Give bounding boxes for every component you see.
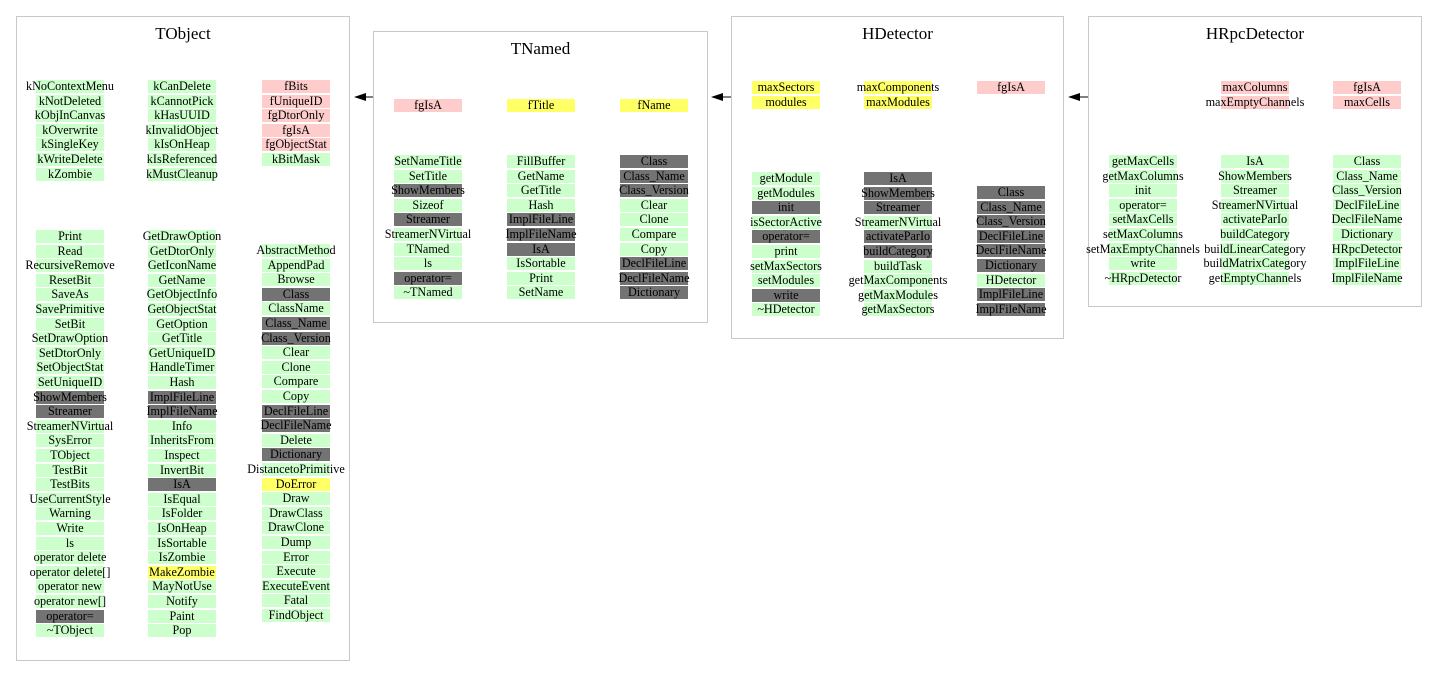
entry-label: AbstractMethod bbox=[256, 243, 336, 257]
entry-label: GetObjectStat bbox=[147, 302, 217, 316]
entry-label: getMaxColumns bbox=[1102, 168, 1184, 183]
entry-label: InheritsFrom bbox=[150, 433, 214, 448]
entry-label: StreamerNVirtual bbox=[384, 227, 472, 241]
entry-label: fgIsA bbox=[414, 98, 442, 112]
entry-label: kWriteDelete bbox=[37, 152, 103, 166]
entry-label: kCannotPick bbox=[150, 93, 214, 108]
entry-label: modules bbox=[765, 94, 807, 109]
entry-label: Hash bbox=[169, 375, 195, 389]
entry-label: kCanDelete bbox=[153, 79, 211, 93]
entry-label: ~TObject bbox=[46, 623, 94, 638]
entry-label: operator= bbox=[762, 229, 810, 244]
entry-label: IsA bbox=[173, 477, 191, 492]
entry-label: kObjInCanvas bbox=[34, 108, 106, 123]
class-title: TObject bbox=[155, 24, 211, 43]
class-title: HDetector bbox=[862, 24, 933, 43]
entry-label: init bbox=[777, 200, 795, 215]
entry-label: Class_Version bbox=[261, 330, 331, 345]
entry-label: DeclFileLine bbox=[263, 403, 329, 418]
entry-label: SetBit bbox=[54, 316, 86, 331]
entry-label: FindObject bbox=[268, 608, 324, 622]
entry-label: write bbox=[1130, 256, 1156, 271]
entry-label: ImplFileLine bbox=[1334, 256, 1400, 271]
entry-label: ShowMembers bbox=[33, 389, 107, 404]
entry-label: ResetBit bbox=[49, 272, 91, 287]
entry-label: DeclFileLine bbox=[978, 228, 1044, 243]
entry-label: buildCategory bbox=[863, 244, 933, 258]
entry-label: maxCells bbox=[1343, 94, 1391, 109]
entry-label: kMustCleanup bbox=[146, 166, 218, 181]
entry-label: ClassName bbox=[268, 301, 324, 316]
entry-label: Clone bbox=[281, 359, 311, 374]
entry-label: Warning bbox=[49, 506, 91, 521]
entry-label: ImplFileName bbox=[975, 301, 1047, 316]
entry-label: operator= bbox=[1119, 197, 1167, 212]
entry-label: ImplFileLine bbox=[149, 389, 215, 404]
entry-label: getModules bbox=[757, 185, 815, 200]
entry-label: Streamer bbox=[406, 212, 450, 227]
entry-label: Fatal bbox=[283, 593, 309, 608]
class-title: TNamed bbox=[510, 39, 571, 58]
entry-label: TestBit bbox=[52, 462, 88, 477]
entry-label: GetName bbox=[158, 272, 206, 287]
entry-label: IsA bbox=[1246, 154, 1264, 168]
inheritance-arrowhead-icon bbox=[711, 93, 723, 101]
entry-label: activateParIo bbox=[865, 229, 931, 244]
entry-label: ls bbox=[65, 535, 75, 550]
entry-label: Sizeof bbox=[412, 197, 444, 212]
entry-label: Class_Version bbox=[1332, 183, 1402, 198]
entry-label: write bbox=[773, 287, 799, 302]
entry-label: Dictionary bbox=[269, 447, 323, 462]
entry-label: Class bbox=[282, 286, 310, 301]
entry-label: Copy bbox=[282, 389, 310, 403]
entry-label: Execute bbox=[276, 564, 316, 579]
entry-label: kNotDeleted bbox=[38, 93, 102, 108]
entry-label: setMaxCells bbox=[1112, 212, 1174, 227]
entry-label: getModule bbox=[759, 171, 813, 185]
entry-label: buildTask bbox=[874, 258, 922, 273]
entry-label: Print bbox=[529, 270, 553, 285]
entry-label: IsEqual bbox=[163, 491, 201, 506]
entry-label: IsA bbox=[532, 241, 550, 256]
entry-label: IsFolder bbox=[161, 506, 203, 521]
entry-label: RecursiveRemove bbox=[25, 258, 115, 273]
entry-label: setMaxEmptyChannels bbox=[1086, 241, 1200, 256]
entry-label: SetDrawOption bbox=[31, 331, 109, 346]
entry-label: SetNameTitle bbox=[394, 154, 462, 168]
entry-label: DrawClass bbox=[269, 505, 323, 520]
entry-label: TNamed bbox=[406, 241, 450, 256]
entry-label: Notify bbox=[166, 594, 198, 608]
entry-label: SetUniqueID bbox=[37, 375, 103, 389]
entry-label: Streamer bbox=[1233, 183, 1277, 198]
entry-label: kHasUUID bbox=[154, 108, 210, 123]
entry-label: Inspect bbox=[164, 448, 200, 462]
entry-label: Compare bbox=[273, 374, 319, 389]
entry-label: ExecuteEvent bbox=[262, 578, 330, 593]
entry-label: IsSortable bbox=[516, 256, 566, 271]
entry-label: kInvalidObject bbox=[145, 122, 219, 137]
entry-label: Print bbox=[58, 229, 82, 243]
entry-label: IsA bbox=[889, 171, 907, 185]
entry-label: Dictionary bbox=[627, 285, 681, 300]
entry-label: DeclFileName bbox=[618, 270, 690, 285]
entry-label: SavePrimitive bbox=[35, 302, 105, 316]
entry-label: fTitle bbox=[527, 98, 555, 112]
entry-label: setMaxColumns bbox=[1103, 227, 1183, 241]
entry-label: Copy bbox=[640, 241, 668, 256]
entry-label: Dictionary bbox=[984, 258, 1038, 272]
entry-label: Class_Version bbox=[619, 183, 689, 198]
class-title: HRpcDetector bbox=[1205, 24, 1305, 43]
entry-label: buildMatrixCategory bbox=[1203, 256, 1307, 271]
entry-label: Dump bbox=[280, 535, 312, 549]
entry-label: GetTitle bbox=[161, 331, 203, 346]
entry-label: UseCurrentStyle bbox=[29, 491, 111, 506]
entry-label: SetName bbox=[518, 285, 564, 300]
entry-label: SaveAs bbox=[51, 287, 89, 302]
entry-label: kSingleKey bbox=[41, 137, 99, 152]
entry-label: GetDrawOption bbox=[142, 229, 222, 243]
entry-label: ShowMembers bbox=[391, 183, 465, 198]
entry-label: Paint bbox=[169, 608, 195, 623]
entry-label: getMaxComponents bbox=[848, 273, 948, 288]
entry-label: fName bbox=[637, 98, 671, 112]
entry-label: SetTitle bbox=[408, 168, 448, 183]
entry-label: Info bbox=[171, 418, 193, 433]
entry-label: kOverwrite bbox=[42, 122, 98, 137]
entry-label: maxModules bbox=[866, 94, 930, 109]
entry-label: DeclFileName bbox=[260, 418, 332, 433]
entry-label: Class_Name bbox=[980, 199, 1042, 214]
entry-label: GetUniqueID bbox=[148, 345, 216, 360]
entry-label: IsOnHeap bbox=[157, 521, 207, 535]
entry-label: SetDtorOnly bbox=[38, 345, 102, 360]
entry-label: maxComponents bbox=[856, 80, 940, 94]
entry-label: ImplFileName bbox=[1331, 270, 1403, 285]
entry-label: Compare bbox=[631, 227, 677, 241]
entry-label: ls bbox=[423, 256, 433, 271]
entry-label: fgIsA bbox=[997, 80, 1025, 94]
entry-label: kBitMask bbox=[271, 152, 321, 166]
entry-label: getMaxSectors bbox=[861, 302, 935, 317]
entry-label: Clone bbox=[639, 212, 669, 227]
entry-label: TObject bbox=[50, 448, 90, 462]
entry-label: DeclFileLine bbox=[1334, 197, 1400, 212]
entry-label: FillBuffer bbox=[516, 154, 566, 168]
entry-label: Class_Version bbox=[976, 214, 1046, 229]
entry-label: operator= bbox=[404, 270, 452, 285]
entry-label: Clear bbox=[282, 345, 310, 360]
entry-label: Class bbox=[640, 154, 668, 168]
entry-label: buildCategory bbox=[1220, 227, 1290, 241]
entry-label: DoError bbox=[275, 476, 317, 491]
entry-label: getEmptyChannels bbox=[1208, 270, 1302, 285]
entry-label: HandleTimer bbox=[149, 360, 215, 375]
entry-label: ShowMembers bbox=[1218, 168, 1292, 183]
entry-label: Streamer bbox=[48, 404, 92, 419]
entry-label: operator= bbox=[46, 608, 94, 623]
entry-label: GetObjectInfo bbox=[146, 287, 218, 302]
entry-label: kIsOnHeap bbox=[154, 137, 210, 152]
entry-label: StreamerNVirtual bbox=[26, 418, 114, 433]
entry-label: Class_Name bbox=[623, 168, 685, 183]
entry-label: init bbox=[1134, 183, 1152, 198]
entry-label: GetDtorOnly bbox=[149, 243, 215, 258]
entry-label: ~HRpcDetector bbox=[1104, 270, 1182, 285]
entry-label: fgObjectStat bbox=[265, 137, 327, 152]
entry-label: Hash bbox=[528, 197, 554, 212]
entry-label: TestBits bbox=[50, 477, 90, 492]
entry-label: ShowMembers bbox=[861, 185, 935, 200]
entry-label: GetOption bbox=[156, 316, 208, 331]
entry-label: activateParIo bbox=[1222, 212, 1288, 227]
entry-label: Class_Name bbox=[265, 316, 327, 330]
entry-label: Clear bbox=[640, 197, 668, 212]
entry-label: StreamerNVirtual bbox=[1211, 197, 1299, 212]
entry-label: Class bbox=[1353, 154, 1381, 168]
entry-label: GetIconName bbox=[147, 258, 217, 273]
entry-label: Streamer bbox=[876, 200, 920, 215]
entry-label: fgIsA bbox=[1353, 80, 1381, 94]
entry-label: ~TNamed bbox=[403, 285, 453, 300]
entry-label: getMaxModules bbox=[858, 287, 938, 302]
entry-label: IsZombie bbox=[158, 550, 206, 565]
inheritance-arrowhead-icon bbox=[1068, 93, 1080, 101]
entry-label: IsSortable bbox=[157, 535, 207, 550]
entry-label: ~HDetector bbox=[757, 302, 815, 317]
entry-label: DrawClone bbox=[267, 520, 325, 535]
entry-label: Dictionary bbox=[1340, 227, 1394, 241]
entry-label: fBits bbox=[284, 79, 308, 93]
entry-label: SetObjectStat bbox=[36, 360, 104, 375]
entry-label: GetTitle bbox=[520, 183, 562, 198]
entry-label: fUniqueID bbox=[269, 93, 323, 108]
entry-label: ImplFileLine bbox=[978, 287, 1044, 302]
entry-label: kIsReferenced bbox=[146, 152, 218, 166]
entry-label: AppendPad bbox=[267, 257, 325, 272]
entry-label: DeclFileName bbox=[1331, 212, 1403, 227]
entry-label: fgDtorOnly bbox=[267, 108, 325, 123]
entry-label: Error bbox=[283, 549, 309, 564]
entry-label: fgIsA bbox=[282, 122, 310, 137]
entry-label: maxEmptyChannels bbox=[1205, 94, 1305, 109]
entry-label: setMaxSectors bbox=[750, 258, 822, 273]
entry-label: SysError bbox=[48, 433, 92, 448]
entry-label: Read bbox=[57, 243, 83, 258]
entry-label: getMaxCells bbox=[1111, 154, 1175, 168]
entry-label: HRpcDetector bbox=[1331, 241, 1403, 256]
entry-label: ImplFileLine bbox=[508, 212, 574, 227]
entry-label: kNoContextMenu bbox=[25, 79, 114, 93]
entry-label: Delete bbox=[280, 432, 312, 447]
entry-label: DeclFileLine bbox=[621, 256, 687, 271]
entry-label: Pop bbox=[172, 623, 192, 638]
entry-label: ImplFileName bbox=[505, 227, 577, 241]
entry-label: Class bbox=[997, 185, 1025, 199]
entry-label: operator new bbox=[38, 579, 102, 594]
entry-label: InvertBit bbox=[159, 462, 204, 477]
entry-label: maxColumns bbox=[1222, 80, 1288, 94]
entry-label: kZombie bbox=[47, 166, 92, 181]
entry-label: Class_Name bbox=[1336, 168, 1398, 183]
entry-label: DistancetoPrimitive bbox=[247, 462, 345, 476]
entry-label: setModules bbox=[757, 273, 815, 288]
entry-label: operator delete[] bbox=[29, 564, 111, 579]
entry-label: Draw bbox=[282, 491, 310, 506]
entry-label: StreamerNVirtual bbox=[854, 214, 942, 229]
entry-label: GetName bbox=[517, 168, 565, 183]
entry-label: operator new[] bbox=[33, 594, 107, 608]
entry-label: DeclFileName bbox=[975, 243, 1047, 258]
entry-label: MayNotUse bbox=[152, 579, 212, 594]
entry-label: buildLinearCategory bbox=[1204, 241, 1306, 256]
entry-label: print bbox=[774, 244, 798, 258]
entry-label: Browse bbox=[277, 272, 315, 287]
entry-label: ImplFileName bbox=[146, 404, 218, 419]
entry-label: operator delete bbox=[33, 550, 107, 565]
entry-label: isSectorActive bbox=[750, 214, 822, 229]
entry-label: maxSectors bbox=[757, 80, 815, 94]
entry-label: MakeZombie bbox=[149, 564, 215, 579]
inheritance-arrowhead-icon bbox=[354, 93, 366, 101]
entry-label: HDetector bbox=[985, 272, 1037, 287]
entry-label: Write bbox=[56, 521, 84, 535]
